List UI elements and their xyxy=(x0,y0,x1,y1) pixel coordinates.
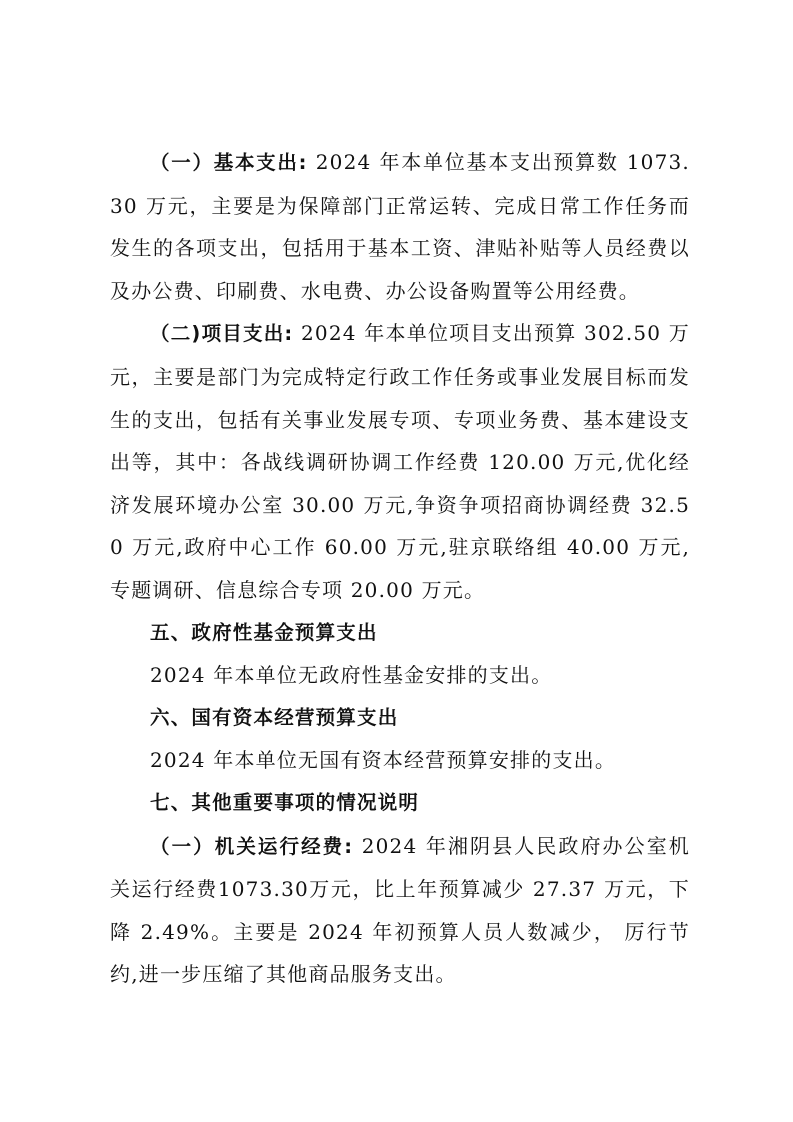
operating-cost-heading: （一）机关运行经费: xyxy=(150,834,354,858)
project-expenditure-heading: （二)项目支出: xyxy=(150,322,294,346)
project-expenditure-text: 2024 年本单位项目支出预算 302.50 万元，主要是部门为完成特定行政工作任务或事业发展目标而发生的支出，包括有关事业发展专项、专项业务费、基本建设支出等，其中：各战线调研协调工作经费 120.00 万元,优化经济发展环境办公室 30.00 万元,争资争项招商协调经费 32.50 万元,政府中心工作 60.00 万元,驻京联络组 40.00 万元,专题调研、信息综合专项 20.00 万元。 xyxy=(110,321,690,602)
operating-cost-text: 2024 年湘阴县人民政府办公室机关运行经费1073.30万元，比上年预算减少 27.37 万元，下降 2.49%。主要是 2024 年初预算人员人数减少， 厉行节约,进一步压缩了其他商品服务支出。 xyxy=(110,833,690,987)
basic-expenditure-paragraph xyxy=(110,141,690,312)
basic-expenditure-heading: （一）基本支出: xyxy=(150,151,308,174)
section-6-heading: 六、国有资本经营预算支出 xyxy=(150,705,399,729)
section-7-heading: 七、其他重要事项的情况说明 xyxy=(150,790,420,814)
basic-expenditure-text: 2024 年本单位基本支出预算数 1073.30 万元，主要是为保障部门正常运转、完成日常工作任务而发生的各项支出，包括用于基本工资、津贴补贴等人员经费以及办公费、印刷费、水电费、办公设备购置等公用经费。 xyxy=(110,150,690,303)
section-6-text: 2024 年本单位无国有资本经营预算安排的支出。 xyxy=(150,748,617,773)
operating-cost-paragraph xyxy=(110,825,690,996)
section-5-text: 2024 年本单位无政府性基金安排的支出。 xyxy=(150,663,553,688)
project-expenditure-paragraph xyxy=(110,312,690,611)
section-5-heading: 五、政府性基金预算支出 xyxy=(150,620,378,644)
document-body xyxy=(110,141,690,996)
